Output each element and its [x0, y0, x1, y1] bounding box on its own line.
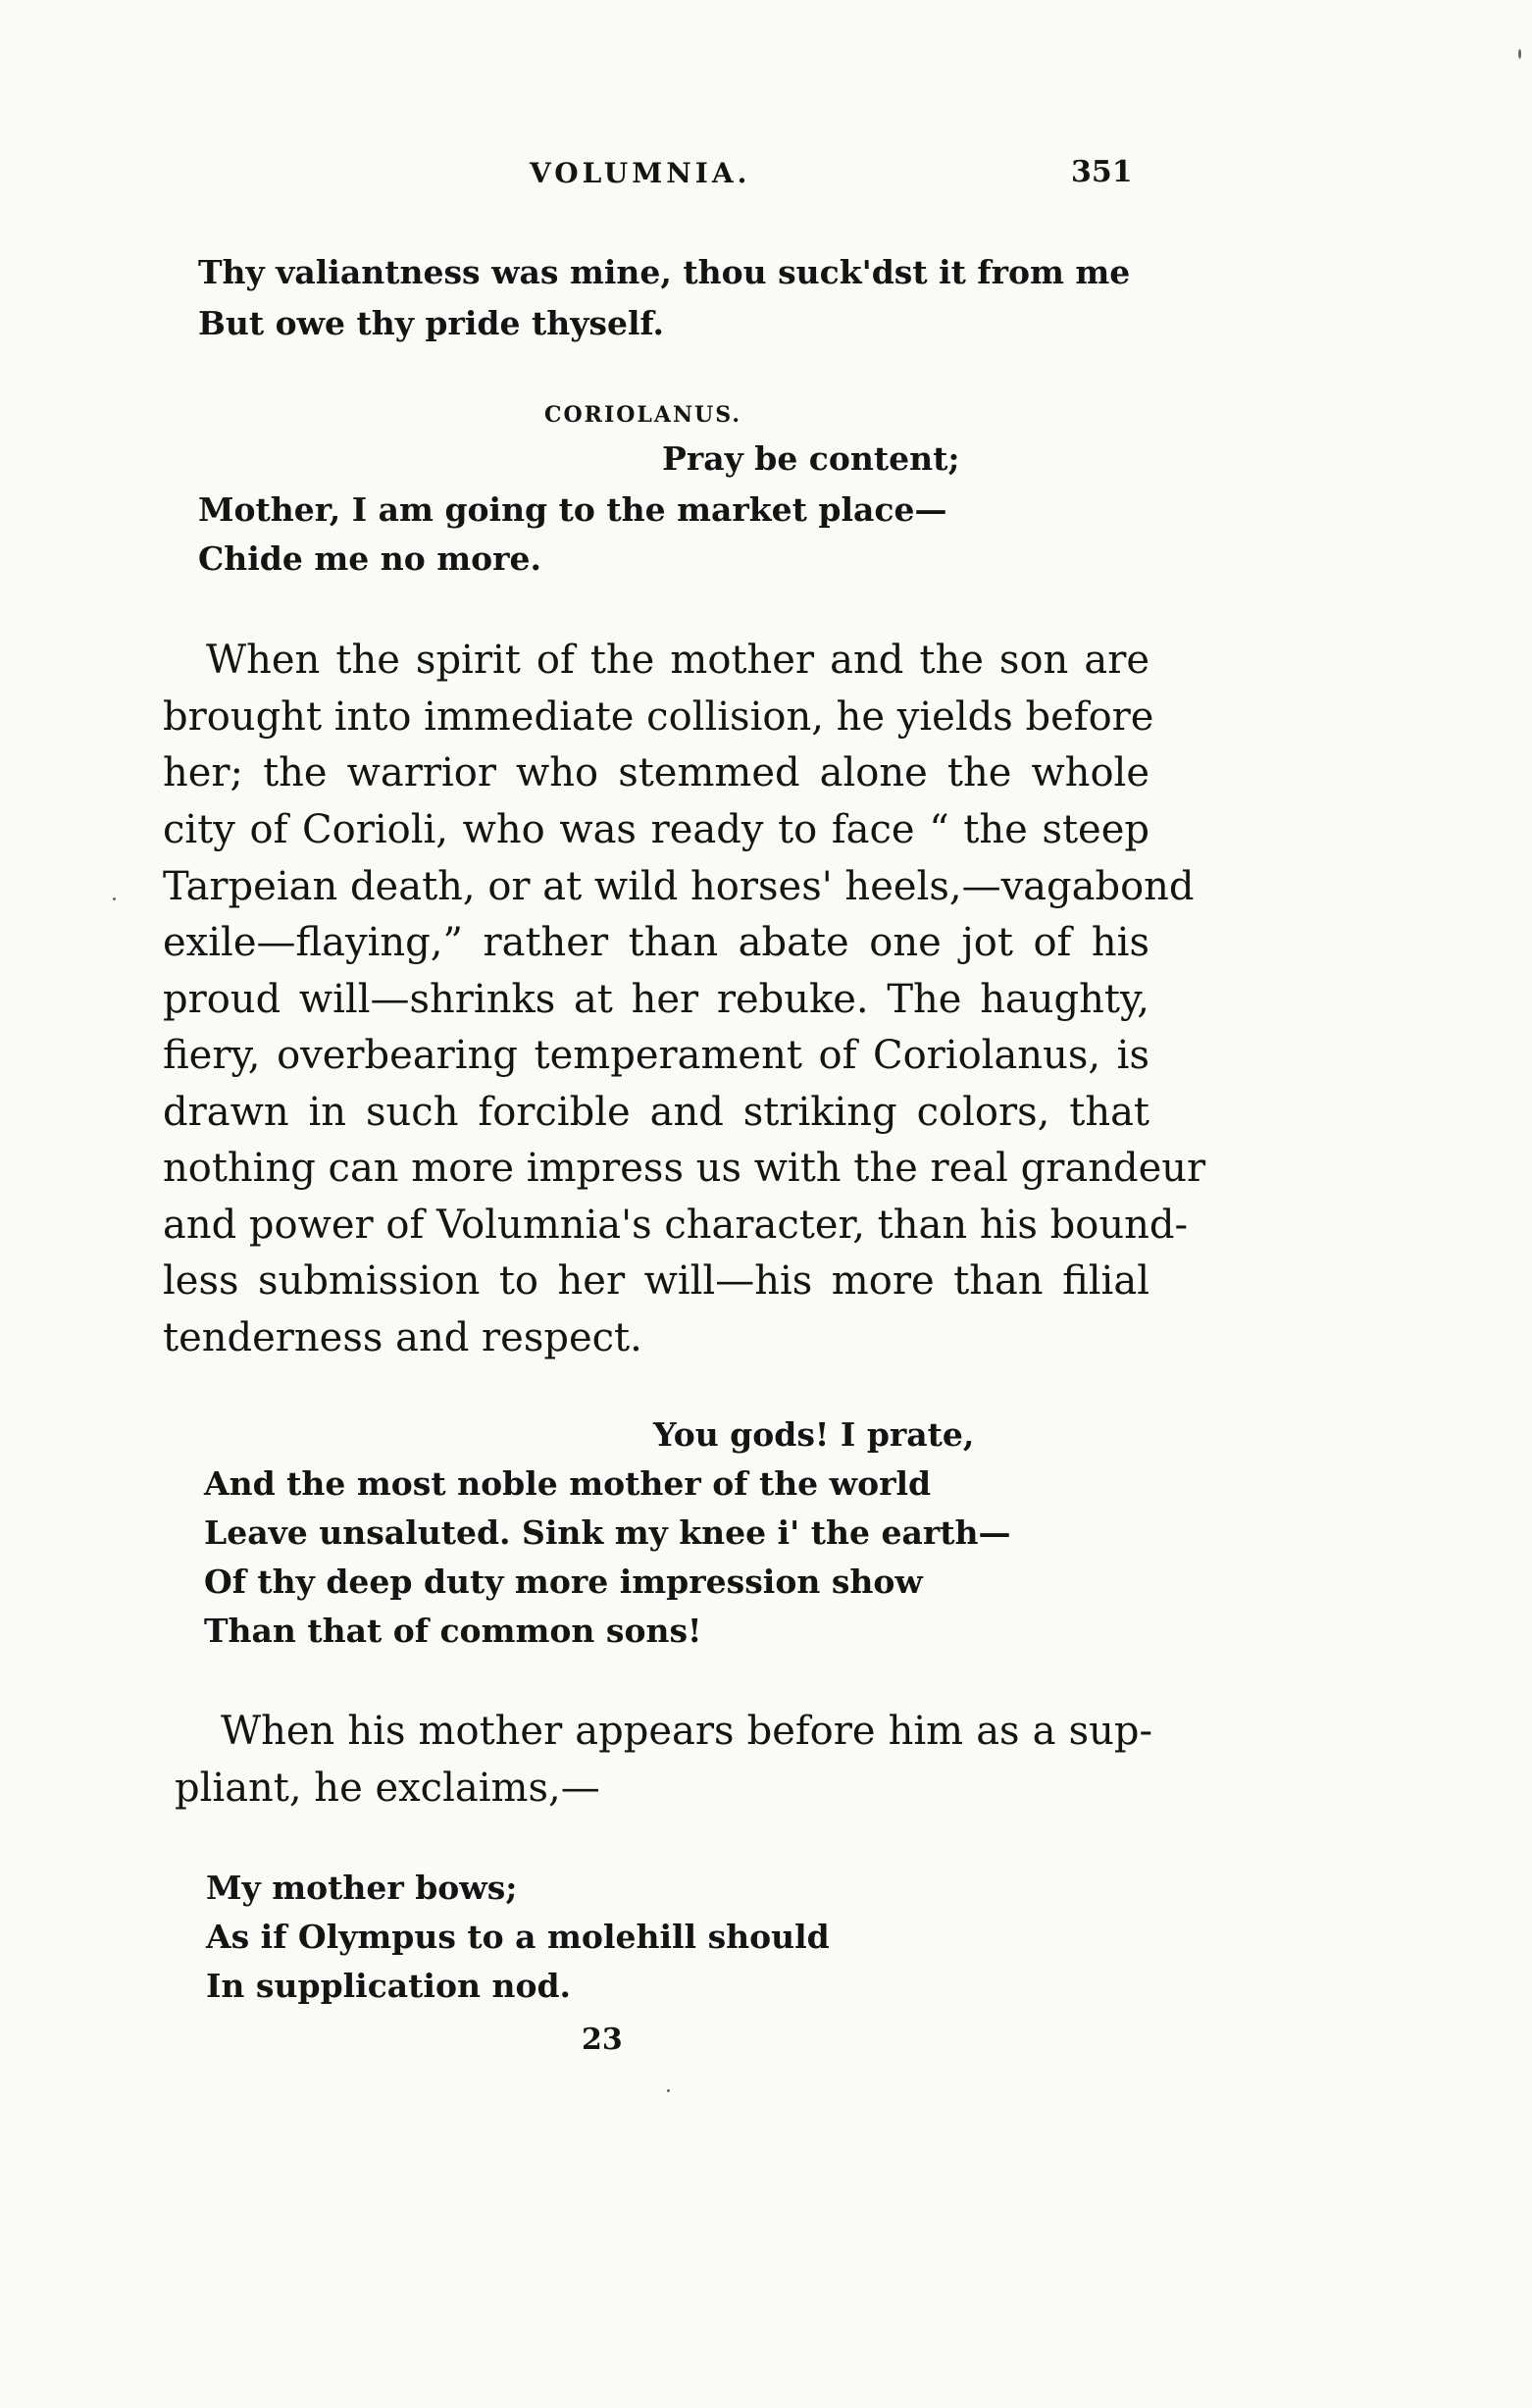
paragraph-line: her; the warrior who stemmed alone the whole — [163, 750, 1149, 795]
verse-line: My mother bows; — [206, 1869, 518, 1907]
signature-mark: 23 — [582, 2023, 623, 2057]
verse-line: In supplication nod. — [206, 1967, 572, 2005]
paragraph-line: nothing can more impress us with the real grandeur — [163, 1146, 1206, 1191]
running-title: VOLUMNIA. — [530, 157, 751, 189]
paragraph-line: less submission to her will—his more than filial — [163, 1258, 1149, 1304]
paragraph-line: fiery, overbearing temperament of Coriolanus, is — [163, 1033, 1149, 1078]
paragraph-line: brought into immediate collision, he yields before — [163, 694, 1154, 740]
paragraph-line: When the spirit of the mother and the son are — [206, 638, 1149, 683]
verse-line: Of thy deep duty more impression show — [204, 1563, 923, 1601]
paragraph-line: Tarpeian death, or at wild horses' heels,—vagabond — [163, 864, 1195, 909]
scan-speck — [667, 2089, 670, 2092]
paragraph-line: tenderness and respect. — [163, 1315, 642, 1360]
verse-line: Chide me no more. — [198, 539, 542, 578]
paragraph-line: exile—flaying,” rather than abate one jot of his — [163, 920, 1149, 965]
verse-line: Than that of common sons! — [204, 1612, 702, 1650]
verse-line: Mother, I am going to the market place— — [198, 490, 947, 529]
paragraph-line: drawn in such forcible and striking colors, that — [163, 1090, 1149, 1135]
verse-line: As if Olympus to a molehill should — [206, 1918, 830, 1956]
paragraph-line: proud will—shrinks at her rebuke. The haughty, — [163, 977, 1149, 1022]
scan-speck — [113, 897, 116, 900]
paragraph-line: pliant, he exclaims,— — [175, 1766, 600, 1811]
verse-line: You gods! I prate, — [653, 1415, 975, 1454]
verse-line: Thy valiantness was mine, thou suck'dst it from me — [198, 253, 1131, 291]
scan-speck — [1518, 49, 1521, 59]
paragraph-line: city of Corioli, who was ready to face “ the steep — [163, 807, 1149, 852]
paragraph-line: and power of Volumnia's character, than his bound- — [163, 1203, 1188, 1248]
verse-line: Pray be content; — [662, 439, 960, 478]
page-number: 351 — [1071, 155, 1133, 189]
verse-line: Leave unsaluted. Sink my knee i' the earth— — [204, 1513, 1011, 1552]
speaker-heading: CORIOLANUS. — [544, 402, 742, 428]
paragraph-line: When his mother appears before him as a sup- — [221, 1709, 1152, 1754]
verse-line: But owe thy pride thyself. — [198, 304, 665, 342]
verse-line: And the most noble mother of the world — [204, 1464, 932, 1503]
